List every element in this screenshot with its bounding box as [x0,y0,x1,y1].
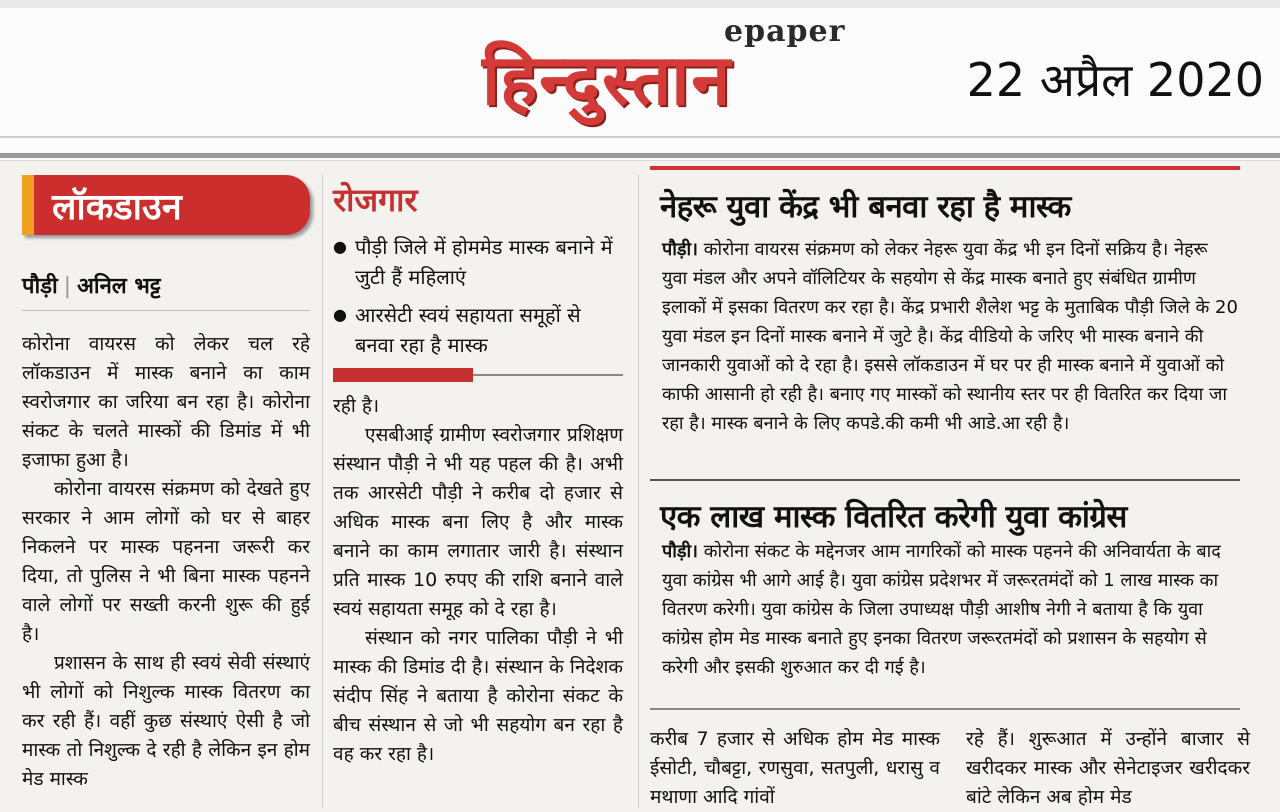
paragraph: प्रशासन के साथ ही स्वयं सेवी संस्थाएं भी लोगों को निशुल्क मास्क वितरण का कर रही हैं। वहीं कुछ संस्थाएं ऐसी है जो मास्क तो निशुल्क दे रही है लेकिन इन होम मेड मास्क [22,652,310,790]
highlight-rule-accent [333,368,473,382]
highlight-item: ● आरसेटी स्वयं सहायता समूहों से बनवा रहा है मास्क [333,300,623,360]
article-column-4 [966,725,1250,812]
article-column-3 [650,725,940,812]
story-dateline: पौड़ी। [662,239,698,260]
story-text: कोरोना संकट के मद्देनजर आम नागरिकों को मास्क पहनने की अनिवार्यता के बाद युवा कांग्रेस भी आगे आई है। युवा कांग्रेस प्रदेशभर में जरूरतमंदों को 1 लाख मास्क का वितरण करेगी। युवा कांग्रेस के जिला उपाध्यक्ष पौड़ी आशीष नेगी ने बताया है कि युवा कांग्रेस होम मेड मास्क बनाते हुए इनका वितरण जरूरतमंदों को प्रशासन के सहयोग से करेगी और इसकी शुरुआत कर दी गई है। [662,541,1221,678]
highlight-rule [473,374,623,376]
article-column-1 [22,330,310,794]
byline-place: पौड़ी [22,274,58,299]
byline [22,270,161,300]
column-divider-2 [638,175,639,808]
newspaper-logo: हिन्दुस्तान [482,38,733,121]
paragraph: रहे हैं। शुरूआत में उन्होंने बाजार से खरीदकर मास्क और सेनेटाइजर खरीदकर बांटे लेकिन अब होम मेड [966,728,1250,808]
story-body-2 [662,537,1238,682]
paragraph: कोरोना वायरस को लेकर चल रहे लॉकडाउन में मास्क बनाने का काम स्वरोजगार का जरिया बन रहा है। कोरोना संकट के चलते मास्कों की डिमांड में भी इजाफा हुआ है। [22,333,310,471]
paragraph: एसबीआई ग्रामीण स्वरोजगार प्रशिक्षण संस्थान पौड़ी ने भी यह पहल की है। अभी तक आरसेटी पौड़ी ने करीब दो हजार से अधिक मास्क बना लिए है और मास्क बनाने का काम लगातार जारी है। संस्थान प्रति मास्क 10 रुपए की राशि बनाने वाले स्वयं सहायता समूह को दे रहा है। [333,424,623,620]
story-dateline: पौड़ी। [662,541,698,562]
masthead-rule [0,136,1280,138]
section-tag-employment: रोजगार [333,181,418,219]
story-headline-1: नेहरू युवा केंद्र भी बनवा रहा है मास्क [660,189,1071,225]
byline-separator: | [63,274,72,299]
highlight-item: ● पौड़ी जिले में होममेड मास्क बनाने में जुटी हैं महिलाएं [333,232,623,292]
story-separator [650,479,1240,481]
section-tag-label: लॉकडाउन [52,187,182,228]
masthead-top-band [0,0,1280,8]
section-tag-lockdown [22,175,310,235]
story-body-1 [662,235,1238,438]
box-bottom-rule [650,708,1240,710]
page-divider [0,153,1280,158]
article-column-2 [333,392,623,769]
column-divider-1 [322,175,323,808]
paragraph: कोरोना वायरस संक्रमण को देखते हुए सरकार ने आम लोगों को घर से बाहर निकलने पर मास्क पहनना जरूरी कर दिया, तो पुलिस ने भी बिना मास्क पहनने वाले लोगों पर सख्ती करनी शुरू की हुई है। [22,478,310,645]
masthead [0,0,1280,161]
box-top-rule [650,166,1240,170]
story-text: कोरोना वायरस संक्रमण को लेकर नेहरू युवा केंद्र भी इन दिनों सक्रिय है। नेहरू युवा मंडल और अपने वॉलिटियर के सहयोग से केंद्र मास्क बनाते हुए संबंधित ग्रामीण इलाकों में इसका वितरण कर रहा है। केंद्र प्रभारी शैलेश भट्ट के मुताबिक पौड़ी जिले के 20 युवा मंडल इन दिनों मास्क बनाने में जुटे है। केंद्र वीडियो के जरिए भी मास्क बनाने की जानकारी युवाओं को दे रहा है। इससे लॉकडाउन में घर पर ही मास्क बनाने में युवाओं को काफी आसानी हो रही है। बनाए गए मास्कों को स्थानीय स्तर पर ही वितरित कर दिया जा रहा है। मास्क बनाने के लिए कपडे.की कमी भी आडे.आ रही है। [662,239,1238,434]
paragraph: रही है। [333,395,380,417]
epaper-label: epaper [724,14,846,49]
byline-author: अनिल भट्ट [77,274,161,299]
paragraph: संस्थान को नगर पालिका पौड़ी ने भी मास्क की डिमांड दी है। संस्थान के निदेशक संदीप सिंह ने बताया है कोरोना संकट के बीच संस्थान से जो भी सहयोग बन रहा है वह कर रहा है। [333,627,623,765]
highlights-list [333,232,623,368]
byline-rule [22,310,310,311]
edition-date: 22 अप्रैल 2020 [966,53,1264,107]
paragraph: करीब 7 हजार से अधिक होम मेड मास्क ईसोटी, चौबट्टा, रणसुवा, सतपुली, धरासु व मथाणा आदि गांवों [650,728,940,808]
story-headline-2: एक लाख मास्क वितरित करेगी युवा कांग्रेस [660,499,1127,535]
tag-stripe [22,175,34,235]
